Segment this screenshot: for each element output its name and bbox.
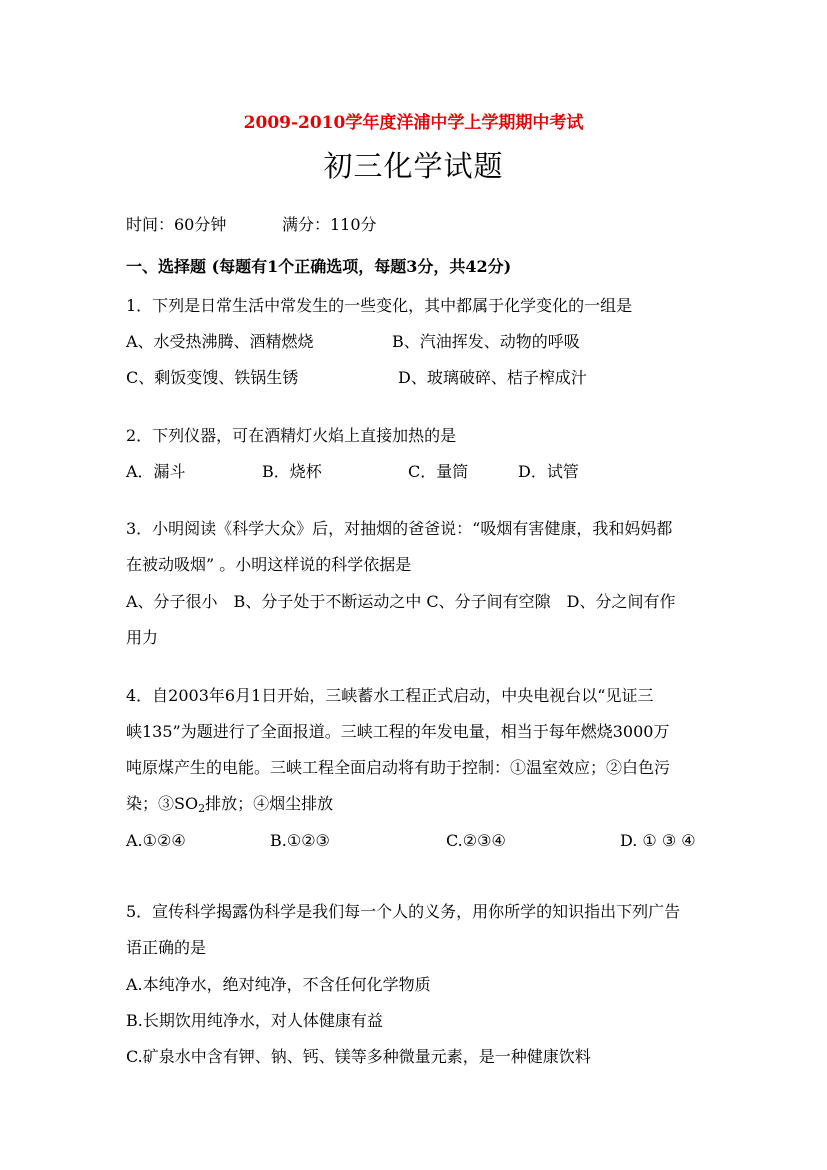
question-2-option-a: A．漏斗 xyxy=(126,462,186,481)
question-4-stem-line-2: 峡135”为题进行了全面报道。三峡工程的年发电量，相当于每年燃烧3000万 xyxy=(126,722,670,741)
exam-title: 2009-2010学年度洋浦中学上学期期中考试 xyxy=(243,113,584,133)
question-2-option-b: B．烧杯 xyxy=(262,462,322,481)
so2-subscript: 2 xyxy=(198,802,206,815)
exam-time: 时间：60分钟 xyxy=(126,215,227,234)
question-2-option-d: D．试管 xyxy=(518,462,579,481)
question-5-option-c: C.矿泉水中含有钾、钠、钙、镁等多种微量元素，是一种健康饮料 xyxy=(126,1047,591,1066)
subject-title: 初三化学试题 xyxy=(323,149,504,183)
question-3-options-line-2: 用力 xyxy=(126,628,159,647)
question-5-stem-line-2: 语正确的是 xyxy=(126,938,207,957)
question-1-option-c: C、剩饭变馊、铁锅生锈 xyxy=(126,368,299,387)
question-4-option-d: D. ① ③ ④ xyxy=(620,831,696,850)
question-1-option-d: D、玻璃破碎、桔子榨成汁 xyxy=(398,368,587,387)
question-4-stem-line-3: 吨原煤产生的电能。三峡工程全面启动将有助于控制：①温室效应；②白色污 xyxy=(126,758,671,777)
question-3-options-line-1: A、分子很小 B、分子处于不断运动之中 C、分子间有空隙 D、分之间有作 xyxy=(126,592,676,611)
question-1-option-a: A、水受热沸腾、酒精燃烧 xyxy=(126,332,314,351)
section-heading: 一、选择题 (每题有1个正确选项，每题3分，共42分) xyxy=(126,257,512,276)
question-3-stem-line-2: 在被动吸烟” 。小明这样说的科学依据是 xyxy=(126,555,412,574)
question-4-stem-line-1: 4．自2003年6月1日开始，三峡蓄水工程正式启动，中央电视台以“见证三 xyxy=(126,686,654,705)
question-4-option-a: A.①②④ xyxy=(126,831,186,850)
question-4-option-c: C.②③④ xyxy=(446,831,506,850)
exam-score: 满分：110分 xyxy=(282,215,377,234)
question-1-option-b: B、汽油挥发、动物的呼吸 xyxy=(392,332,580,351)
question-4-option-b: B.①②③ xyxy=(270,831,330,850)
question-2-stem: 2．下列仪器，可在酒精灯火焰上直接加热的是 xyxy=(126,426,457,445)
question-5-stem-line-1: 5．宣传科学揭露伪科学是我们每一个人的义务，用你所学的知识指出下列广告 xyxy=(126,902,681,921)
question-4-stem-line-4 xyxy=(126,794,333,814)
question-4-stem-line-4-post: 排放；④烟尘排放 xyxy=(205,794,334,813)
question-5-option-a: A.本纯净水，绝对纯净，不含任何化学物质 xyxy=(126,975,431,994)
question-2-option-c: C．量筒 xyxy=(408,462,469,481)
question-5-option-b: B.长期饮用纯净水，对人体健康有益 xyxy=(126,1011,383,1030)
question-4-stem-line-4-pre: 染；③SO xyxy=(126,794,199,813)
question-3-stem-line-1: 3．小明阅读《科学大众》后，对抽烟的爸爸说：“吸烟有害健康，我和妈妈都 xyxy=(126,519,673,538)
question-1-stem: 1．下列是日常生活中常发生的一些变化，其中都属于化学变化的一组是 xyxy=(126,296,633,315)
